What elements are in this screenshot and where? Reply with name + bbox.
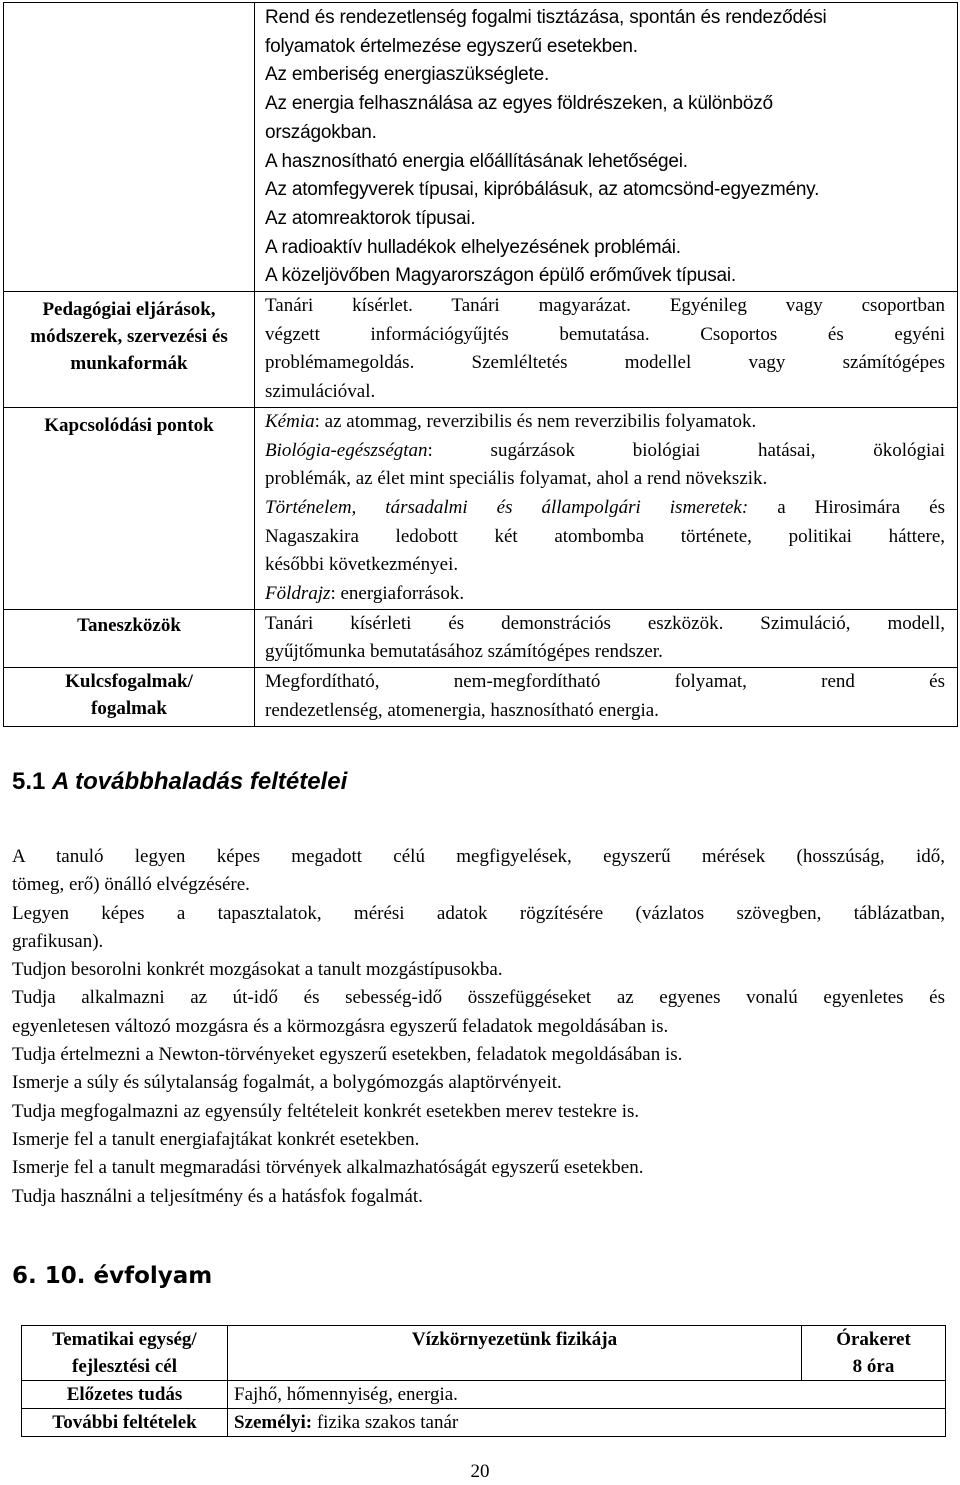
connection-kemia: Kémia: az atommag, reverzibilis és nem reverzibilis folyamatok.	[265, 410, 757, 432]
further-value-cell	[228, 1409, 946, 1437]
content-cell	[255, 3, 958, 292]
connections-label: Kapcsolódási pontok	[44, 414, 214, 436]
hours-cell	[802, 1326, 946, 1381]
connection-biologia-cont: problémák, az élet mint speciális folyamat, ahol a rend növekszik.	[265, 468, 768, 490]
section-number: 5.1	[12, 768, 46, 795]
unit-table	[21, 1325, 946, 1437]
table-row-prior	[22, 1381, 946, 1409]
further-label: További feltételek	[22, 1409, 228, 1437]
unit-label-cell	[22, 1326, 228, 1381]
condition-line: Ismerje fel a tanult energiafajtákat konkrét esetekben.	[12, 1128, 420, 1150]
unit-label: Tematikai egység/ fejlesztési cél	[52, 1329, 197, 1377]
keywords-line: rendezetlenség, atomenergia, hasznosítható energia.	[265, 699, 659, 721]
year-heading: 6. 10. évfolyam	[12, 1263, 213, 1289]
connections-cell	[255, 407, 958, 609]
content-line: Az atomfegyverek típusai, kipróbálásuk, az atomcsönd-egyezmény.	[265, 179, 820, 201]
condition-line: grafikusan).	[12, 930, 104, 952]
section-title: A továbbhaladás feltételei	[52, 768, 348, 795]
condition-line: egyenletesen változó mozgásra és a körmozgásra egyszerű feladatok megoldásában is.	[12, 1015, 669, 1037]
methods-label-cell	[4, 292, 255, 408]
unit-title: Vízkörnyezetünk fizikája	[228, 1326, 802, 1381]
connection-tortenelem-cont: későbbi következményei.	[265, 554, 459, 576]
methods-label: Pedagógiai eljárások, módszerek, szervezési és munkaformák	[30, 299, 228, 375]
tools-line: Tanári kísérleti és demonstrációs eszközök. Szimuláció, modell,	[265, 612, 945, 634]
condition-line: A tanuló legyen képes megadott célú megfigyelések, egyszerű mérések (hosszúság, idő,	[12, 846, 945, 867]
condition-line: Tudja használni a teljesítmény és a hatásfok fogalmát.	[12, 1185, 423, 1207]
content-line: Az atomreaktorok típusai.	[265, 207, 476, 229]
conditions-text	[12, 843, 945, 1211]
tools-label: Taneszközök	[77, 614, 181, 636]
table-row-content	[4, 3, 958, 292]
tools-label-cell	[4, 609, 255, 667]
table-row-unit	[22, 1326, 946, 1381]
methods-line: Tanári kísérlet. Tanári magyarázat. Egyénileg vagy csoportban	[265, 295, 945, 317]
further-key: Személyi:	[234, 1412, 313, 1433]
prior-value: Fajhő, hőmennyiség, energia.	[228, 1381, 946, 1409]
tools-line: gyűjtőmunka bemutatásához számítógépes rendszer.	[265, 641, 663, 663]
further-value: fizika szakos tanár	[312, 1412, 459, 1433]
content-line: A hasznosítható energia előállításának lehetőségei.	[265, 150, 688, 172]
condition-line: Legyen képes a tapasztalatok, mérési adatok rögzítésére (vázlatos szövegben, táblázatban,	[12, 902, 945, 924]
condition-line: Tudja értelmezni a Newton-törvényeket egyszerű esetekben, feladatok megoldásában is.	[12, 1044, 683, 1066]
table-row-methods	[4, 292, 958, 408]
connection-tortenelem-cont: Nagaszakira ledobott két atombomba története, politikai háttere,	[265, 525, 945, 547]
table-row-tools	[4, 609, 958, 667]
condition-line: Tudja alkalmazni az út-idő és sebesség-idő összefüggéseket az egyenes vonalú egyenletes és	[12, 987, 945, 1009]
curriculum-table	[3, 2, 958, 727]
table-row-keywords	[4, 668, 958, 727]
section-heading	[12, 768, 347, 796]
content-line: A közeljövőben Magyarországon épülő erőművek típusai.	[265, 265, 737, 287]
empty-label-cell	[4, 3, 255, 292]
table-row-further	[22, 1409, 946, 1437]
condition-line: Ismerje fel a tanult megmaradási törvények alkalmazhatóságát egyszerű esetekben.	[12, 1157, 644, 1179]
tools-cell	[255, 609, 958, 667]
table-row-connections	[4, 407, 958, 609]
connections-label-cell	[4, 407, 255, 609]
keywords-label: Kulcsfogalmak/ fogalmak	[65, 671, 193, 720]
methods-line: végzett információgyűjtés bemutatása. Csoportos és egyéni	[265, 323, 945, 345]
hours-value: 8 óra	[852, 1356, 895, 1377]
methods-cell	[255, 292, 958, 408]
condition-line: Tudjon besorolni konkrét mozgásokat a tanult mozgástípusokba.	[12, 959, 503, 981]
condition-line: Ismerje a súly és súlytalanság fogalmát, a bolygómozgás alaptörvényeit.	[12, 1072, 562, 1094]
methods-line: szimulációval.	[265, 381, 376, 403]
content-line: A radioaktív hulladékok elhelyezésének problémái.	[265, 236, 681, 258]
connection-biologia: Biológia-egészségtan: sugárzások biológiai hatásai, ökológiai	[265, 439, 945, 461]
keywords-label-cell	[4, 668, 255, 727]
content-line: Az energia felhasználása az egyes földrészeken, a különböző	[265, 93, 773, 115]
condition-line: Tudja megfogalmazni az egyensúly feltételeit konkrét esetekben merev testekre is.	[12, 1100, 640, 1122]
page-number: 20	[470, 1461, 490, 1482]
connection-tortenelem: Történelem, társadalmi és állampolgári ismeretek: a Hirosimára és	[265, 496, 945, 518]
connection-foldrajz: Földrajz: energiaforrások.	[265, 583, 465, 605]
condition-line: tömeg, erő) önálló elvégzésére.	[12, 874, 250, 896]
keywords-cell	[255, 668, 958, 727]
content-line: országokban.	[265, 121, 377, 143]
content-line: folyamatok értelmezése egyszerű esetekben.	[265, 35, 638, 57]
prior-label: Előzetes tudás	[22, 1381, 228, 1409]
keywords-line: Megfordítható, nem-megfordítható folyamat, rend és	[265, 671, 945, 693]
content-line: Rend és rendezetlenség fogalmi tisztázása, spontán és rendeződési	[265, 7, 827, 28]
hours-label: Órakeret	[836, 1329, 911, 1350]
methods-line: problémamegoldás. Szemléltetés modellel vagy számítógépes	[265, 352, 945, 374]
content-line: Az emberiség energiaszükséglete.	[265, 64, 550, 86]
